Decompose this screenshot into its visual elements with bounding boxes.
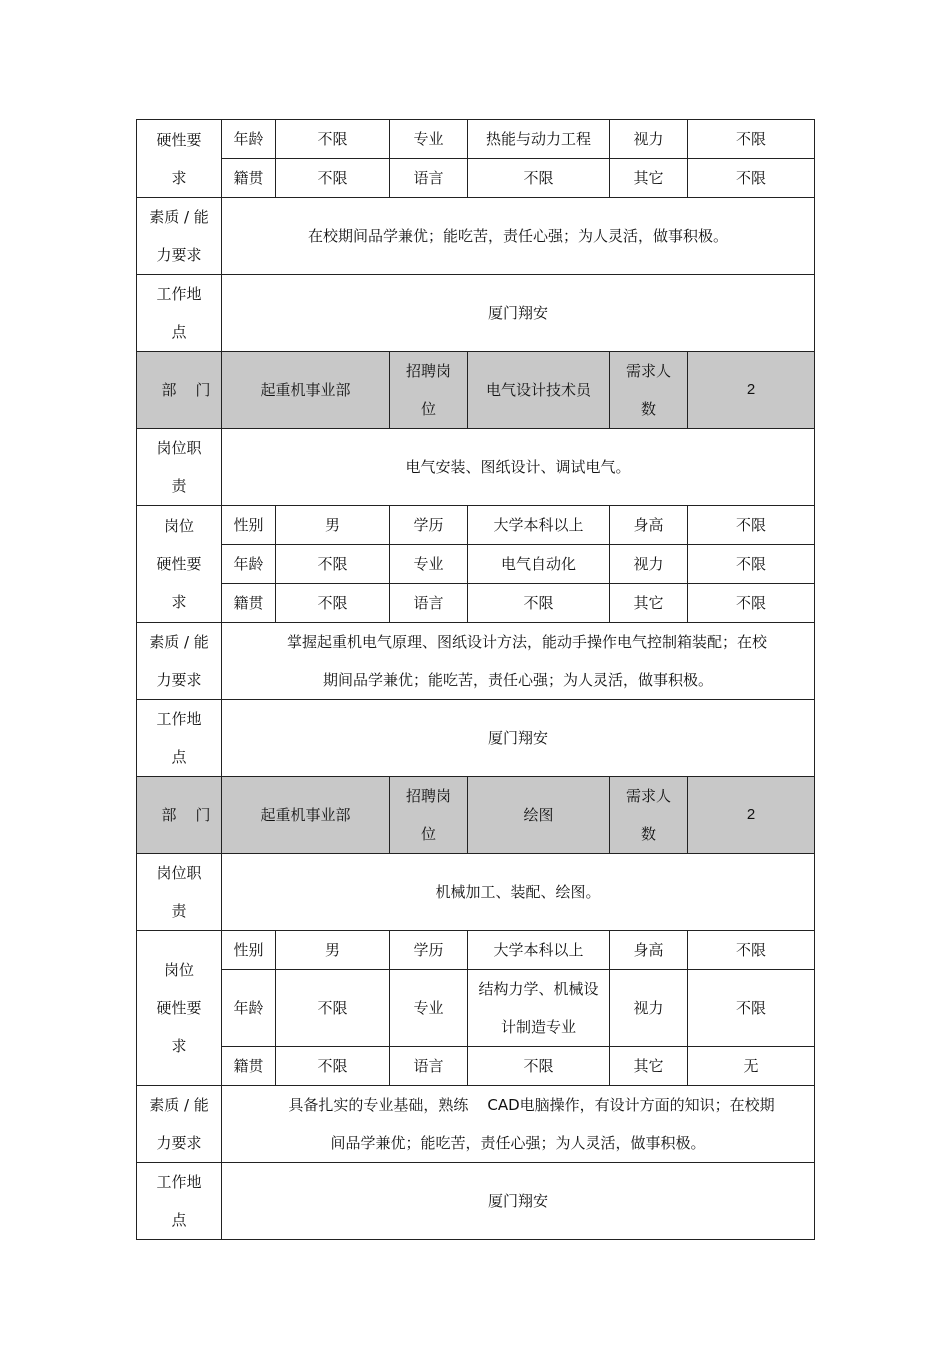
headcount-value: 2 xyxy=(688,777,815,854)
quality-value: 在校期间品学兼优；能吃苦，责任心强；为人灵活，做事积极。 xyxy=(222,198,815,275)
department-label: 部 门 xyxy=(137,352,222,429)
other-value: 不限 xyxy=(688,584,815,623)
work-location-label: 工作地 点 xyxy=(137,275,222,352)
origin-label: 籍贯 xyxy=(222,584,276,623)
department-value: 起重机事业部 xyxy=(222,777,390,854)
origin-label: 籍贯 xyxy=(222,1047,276,1086)
major-label: 专业 xyxy=(390,545,468,584)
height-value: 不限 xyxy=(688,931,815,970)
age-label: 年龄 xyxy=(222,545,276,584)
age-value: 不限 xyxy=(276,970,390,1047)
recruitment-table xyxy=(136,119,815,1240)
hard-requirements-label: 硬性要 求 xyxy=(137,120,222,198)
origin-value: 不限 xyxy=(276,584,390,623)
work-location-label: 工作地 点 xyxy=(137,700,222,777)
position-label: 招聘岗 位 xyxy=(390,352,468,429)
other-value: 不限 xyxy=(688,159,815,198)
major-value: 电气自动化 xyxy=(468,545,610,584)
duty-label: 岗位职 责 xyxy=(137,854,222,931)
origin-value: 不限 xyxy=(276,159,390,198)
quality-line-1: 具备扎实的专业基础，熟练 CAD电脑操作，有设计方面的知识；在校期 xyxy=(288,1096,775,1114)
education-label: 学历 xyxy=(390,931,468,970)
major-value: 热能与动力工程 xyxy=(468,120,610,159)
quality-label: 素质 / 能 力要求 xyxy=(137,1086,222,1163)
gender-label: 性别 xyxy=(222,506,276,545)
other-label: 其它 xyxy=(610,584,688,623)
other-value: 无 xyxy=(688,1047,815,1086)
quality-line-2: 间品学兼优；能吃苦，责任心强；为人灵活，做事积极。 xyxy=(330,1134,706,1152)
height-label: 身高 xyxy=(610,506,688,545)
quality-value xyxy=(222,623,815,700)
other-label: 其它 xyxy=(610,1047,688,1086)
gender-value: 男 xyxy=(276,931,390,970)
major-label: 专业 xyxy=(390,120,468,159)
work-location-label: 工作地 点 xyxy=(137,1163,222,1240)
other-label: 其它 xyxy=(610,159,688,198)
work-location-value: 厦门翔安 xyxy=(222,700,815,777)
position-value: 绘图 xyxy=(468,777,610,854)
origin-value: 不限 xyxy=(276,1047,390,1086)
headcount-label: 需求人 数 xyxy=(610,352,688,429)
headcount-label: 需求人 数 xyxy=(610,777,688,854)
height-value: 不限 xyxy=(688,506,815,545)
vision-value: 不限 xyxy=(688,970,815,1047)
position-label: 招聘岗 位 xyxy=(390,777,468,854)
age-label: 年龄 xyxy=(222,120,276,159)
hard-requirements-label: 岗位 硬性要 求 xyxy=(137,506,222,623)
age-value: 不限 xyxy=(276,120,390,159)
duty-value: 机械加工、装配、绘图。 xyxy=(222,854,815,931)
height-label: 身高 xyxy=(610,931,688,970)
vision-label: 视力 xyxy=(610,120,688,159)
department-value: 起重机事业部 xyxy=(222,352,390,429)
quality-label: 素质 / 能 力要求 xyxy=(137,623,222,700)
education-value: 大学本科以上 xyxy=(468,506,610,545)
quality-label: 素质 / 能 力要求 xyxy=(137,198,222,275)
vision-value: 不限 xyxy=(688,545,815,584)
language-value: 不限 xyxy=(468,159,610,198)
quality-line-2: 期间品学兼优；能吃苦，责任心强；为人灵活，做事积极。 xyxy=(322,671,713,689)
language-value: 不限 xyxy=(468,1047,610,1086)
headcount-value: 2 xyxy=(688,352,815,429)
language-value: 不限 xyxy=(468,584,610,623)
duty-label: 岗位职 责 xyxy=(137,429,222,506)
vision-label: 视力 xyxy=(610,970,688,1047)
vision-value: 不限 xyxy=(688,120,815,159)
vision-label: 视力 xyxy=(610,545,688,584)
education-value: 大学本科以上 xyxy=(468,931,610,970)
language-label: 语言 xyxy=(390,159,468,198)
hard-requirements-label: 岗位 硬性要 求 xyxy=(137,931,222,1086)
major-label: 专业 xyxy=(390,970,468,1047)
duty-value: 电气安装、图纸设计、调试电气。 xyxy=(222,429,815,506)
language-label: 语言 xyxy=(390,1047,468,1086)
work-location-value: 厦门翔安 xyxy=(222,275,815,352)
gender-value: 男 xyxy=(276,506,390,545)
position-value: 电气设计技术员 xyxy=(468,352,610,429)
quality-value xyxy=(222,1086,815,1163)
quality-line-1: 掌握起重机电气原理、图纸设计方法，能动手操作电气控制箱装配；在校 xyxy=(286,633,767,651)
age-value: 不限 xyxy=(276,545,390,584)
department-label: 部 门 xyxy=(137,777,222,854)
language-label: 语言 xyxy=(390,584,468,623)
major-value: 结构力学、机械设计制造专业 xyxy=(468,970,610,1047)
age-label: 年龄 xyxy=(222,970,276,1047)
gender-label: 性别 xyxy=(222,931,276,970)
origin-label: 籍贯 xyxy=(222,159,276,198)
work-location-value: 厦门翔安 xyxy=(222,1163,815,1240)
education-label: 学历 xyxy=(390,506,468,545)
